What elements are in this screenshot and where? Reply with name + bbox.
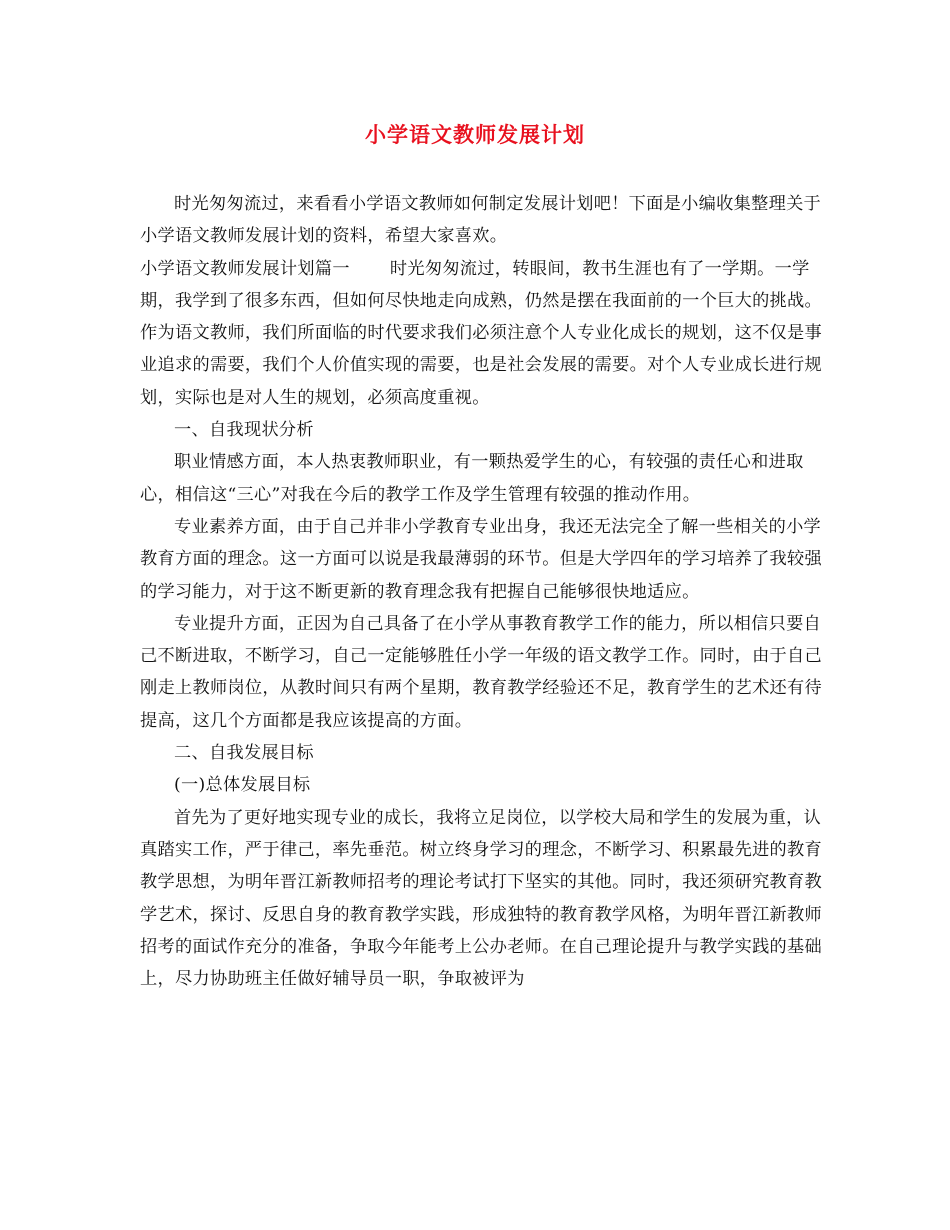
part-one-paragraph xyxy=(140,253,822,414)
paragraph-quality: 专业素养方面，由于自己并非小学教育专业出身，我还无法完全了解一些相关的小学教育方面的理念。这一方面可以说是我最薄弱的环节。但是大学四年的学习培养了我较强的学习能力，对于这不断更新的教育理念我有把握自己能够很快地适应。 xyxy=(140,516,823,602)
paragraph-emotion: 职业情感方面，本人热衷教师职业，有一颗热爱学生的心，有较强的责任心和进取心，相信这“三心”对我在今后的教学工作及学生管理有较强的推动作用。 xyxy=(140,452,804,505)
part-label: 小学语文教师发展计划篇一 xyxy=(140,258,350,279)
paragraph-goal: 首先为了更好地实现专业的成长，我将立足岗位，以学校大局和学生的发展为重，认真踏实工作，严于律己，率先垂范。树立终身学习的理念，不断学习、积累最先进的教育教学思想，为明年晋江新教师招考的理论考试打下坚实的其他。同时，我还须研究教育教学艺术，探讨、反思自身的教育教学实践，形成独特的教育教学风格，为明年晋江新教师招考的面试作充分的准备，争取今年能考上公办老师。在自己理论提升与教学实践的基础上，尽力协助班主任做好辅导员一职，争取被评为 xyxy=(140,807,823,990)
intro-paragraph: 时光匆匆流过，来看看小学语文教师如何制定发展计划吧！下面是小编收集整理关于小学语文教师发展计划的资料，希望大家喜欢。 xyxy=(140,194,822,247)
paragraph-improve: 专业提升方面，正因为自己具备了在小学从事教育教学工作的能力，所以相信只要自己不断进取，不断学习，自己一定能够胜任小学一年级的语文教学工作。同时，由于自己刚走上教师岗位，从教时间只有两个星期，教育教学经验还不足，教育学生的艺术还有待提高，这几个方面都是我应该提高的方面。 xyxy=(140,613,823,731)
document-body xyxy=(140,188,822,995)
subsection-heading-overall: (一)总体发展目标 xyxy=(174,775,311,796)
part-text: 时光匆匆流过，转眼间，教书生涯也有了一学期。一学期，我学到了很多东西，但如何尽快地走向成熟，仍然是摆在我面前的一个巨大的挑战。作为语文教师，我们所面临的时代要求我们必须注意个人专业化成长的规划，这不仅是事业追求的需要，我们个人价值实现的需要，也是社会发展的需要。对个人专业成长进行规划，实际也是对人生的规划，必须高度重视。 xyxy=(140,258,823,408)
section-heading-analysis: 一、自我现状分析 xyxy=(174,420,314,441)
section-heading-goals: 二、自我发展目标 xyxy=(174,743,314,764)
document-title: 小学语文教师发展计划 xyxy=(365,122,585,147)
